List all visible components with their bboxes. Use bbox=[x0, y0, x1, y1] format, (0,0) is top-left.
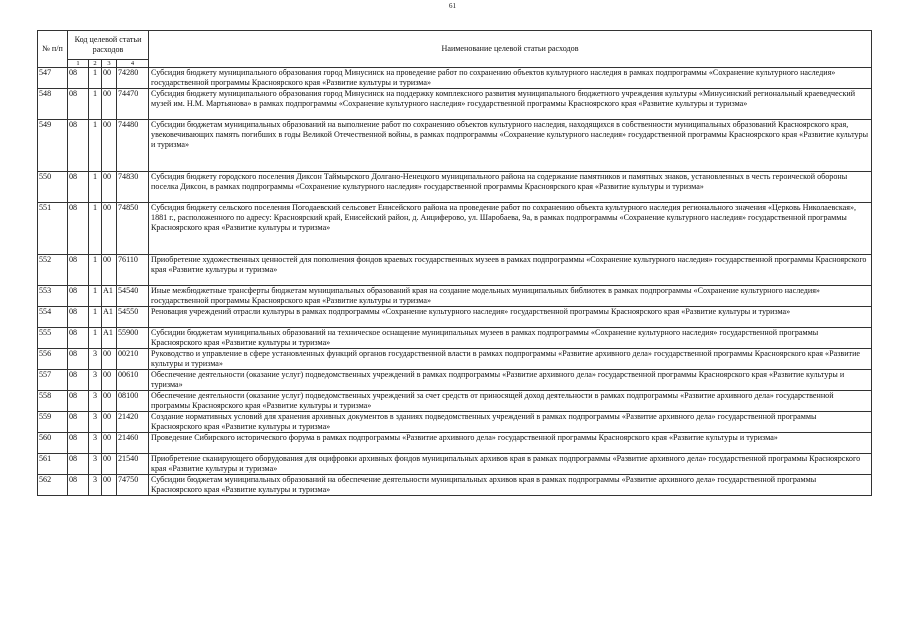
code-subprogram: 1 bbox=[89, 172, 102, 203]
header-row bbox=[38, 31, 872, 60]
code-expense: 74830 bbox=[117, 172, 149, 203]
row-number: 554 bbox=[38, 307, 68, 328]
code-program: 08 bbox=[68, 255, 89, 286]
row-description: Субсидия бюджету муниципального образования город Минусинск на поддержку комплексного развития муниципального бюджетного учреждения культуры «Минусинский региональный краеведческий музей им. Н.М. Мартьянова» в рамках подпрограммы «Сохранение культурного наследия» государственной программы Красноярского края «Развитие культуры и туризма» bbox=[149, 89, 872, 120]
row-number: 557 bbox=[38, 370, 68, 391]
code-program: 08 bbox=[68, 286, 89, 307]
row-description: Приобретение художественных ценностей для пополнения фондов краевых государственных музеев в рамках подпрограммы «Сохранение культурного наследия» государственной программы Красноярского края «Развитие культуры и туризма» bbox=[149, 255, 872, 286]
table-row bbox=[38, 68, 872, 89]
table-row bbox=[38, 203, 872, 255]
row-number: 550 bbox=[38, 172, 68, 203]
code-expense: 54540 bbox=[117, 286, 149, 307]
table-row bbox=[38, 454, 872, 475]
index-cell: 2 bbox=[89, 60, 102, 68]
row-number: 561 bbox=[38, 454, 68, 475]
index-cell: 4 bbox=[117, 60, 149, 68]
code-direction: 00 bbox=[102, 203, 117, 255]
code-program: 08 bbox=[68, 349, 89, 370]
code-program: 08 bbox=[68, 475, 89, 496]
code-program: 08 bbox=[68, 120, 89, 172]
table-row bbox=[38, 89, 872, 120]
row-number: 556 bbox=[38, 349, 68, 370]
code-subprogram: 3 bbox=[89, 412, 102, 433]
row-number: 555 bbox=[38, 328, 68, 349]
code-expense: 74480 bbox=[117, 120, 149, 172]
code-expense: 00210 bbox=[117, 349, 149, 370]
row-number: 559 bbox=[38, 412, 68, 433]
code-direction: 00 bbox=[102, 68, 117, 89]
code-direction: 00 bbox=[102, 454, 117, 475]
code-subprogram: 1 bbox=[89, 307, 102, 328]
code-direction: A1 bbox=[102, 307, 117, 328]
code-subprogram: 3 bbox=[89, 370, 102, 391]
row-description: Приобретение сканирующего оборудования для оцифровки архивных фондов муниципальных архивов края в рамках подпрограммы «Развитие архивного дела» государственной программы Красноярского края «Развитие культуры и туризма» bbox=[149, 454, 872, 475]
table-row bbox=[38, 412, 872, 433]
table-row bbox=[38, 475, 872, 496]
code-direction: 00 bbox=[102, 412, 117, 433]
table-row bbox=[38, 328, 872, 349]
row-description: Проведение Сибирского исторического форума в рамках подпрограммы «Развитие архивного дела» государственной программы Красноярского края «Развитие культуры и туризма» bbox=[149, 433, 872, 454]
row-number: 562 bbox=[38, 475, 68, 496]
table-row bbox=[38, 349, 872, 370]
row-description: Создание нормативных условий для хранения архивных документов в зданиях подведомственных учреждений в рамках подпрограммы «Развитие архивного дела» государственной программы Красноярского края «Развитие культуры и туризма» bbox=[149, 412, 872, 433]
num-header: № п/п bbox=[38, 31, 68, 68]
code-subprogram: 3 bbox=[89, 475, 102, 496]
code-direction: A1 bbox=[102, 328, 117, 349]
row-number: 552 bbox=[38, 255, 68, 286]
code-expense: 21540 bbox=[117, 454, 149, 475]
table-row bbox=[38, 255, 872, 286]
row-description: Иные межбюджетные трансферты бюджетам муниципальных образований края на создание модельных муниципальных библиотек в рамках подпрограммы «Сохранение культурного наследия» государственной программы Красноярского края «Развитие культуры и туризма» bbox=[149, 286, 872, 307]
code-direction: 00 bbox=[102, 349, 117, 370]
code-expense: 74850 bbox=[117, 203, 149, 255]
row-description: Субсидия бюджету сельского поселения Погодаевский сельсовет Енисейского района на проведение работ по сохранению объекта культурного наследия регионального значения «Церковь Николаевская», 1881 г., расположенного по адресу: Красноярский край, Енисейский район, д. Анциферово, ул. Шаробаева, 9а, в рамках подпрограммы «Сохранение культурного наследия» государственной программы Красноярского края «Развитие культуры и туризма» bbox=[149, 203, 872, 255]
row-number: 547 bbox=[38, 68, 68, 89]
row-description: Руководство и управление в сфере установленных функций органов государственной власти в рамках подпрограммы «Развитие архивного дела» государственной программы Красноярского края «Развитие культуры и туризма» bbox=[149, 349, 872, 370]
code-subprogram: 3 bbox=[89, 391, 102, 412]
table-row bbox=[38, 120, 872, 172]
budget-table bbox=[37, 30, 872, 496]
code-program: 08 bbox=[68, 172, 89, 203]
code-expense: 54550 bbox=[117, 307, 149, 328]
code-expense: 00610 bbox=[117, 370, 149, 391]
code-program: 08 bbox=[68, 433, 89, 454]
code-expense: 74280 bbox=[117, 68, 149, 89]
code-expense: 74470 bbox=[117, 89, 149, 120]
code-subprogram: 1 bbox=[89, 255, 102, 286]
table-row bbox=[38, 172, 872, 203]
code-subprogram: 1 bbox=[89, 286, 102, 307]
code-direction: 00 bbox=[102, 433, 117, 454]
row-description: Обеспечение деятельности (оказание услуг) подведомственных учреждений за счет средств от приносящей доход деятельности в рамках подпрограммы «Развитие архивного дела» государственной программы Красноярского края «Развитие культуры и туризма» bbox=[149, 391, 872, 412]
code-expense: 74750 bbox=[117, 475, 149, 496]
page-number: 61 bbox=[449, 2, 456, 10]
code-subprogram: 3 bbox=[89, 349, 102, 370]
row-number: 551 bbox=[38, 203, 68, 255]
code-expense: 21420 bbox=[117, 412, 149, 433]
code-program: 08 bbox=[68, 454, 89, 475]
name-header: Наименование целевой статьи расходов bbox=[149, 31, 872, 68]
code-program: 08 bbox=[68, 89, 89, 120]
code-direction: 00 bbox=[102, 120, 117, 172]
row-description: Реновация учреждений отрасли культуры в рамках подпрограммы «Сохранение культурного наследия» государственной программы Красноярского края «Развитие культуры и туризма» bbox=[149, 307, 872, 328]
table-row bbox=[38, 433, 872, 454]
row-description: Субсидия бюджету муниципального образования город Минусинск на проведение работ по сохранению объектов культурного наследия в рамках подпрограммы «Сохранение культурного наследия» государственной программы Красноярского края «Развитие культуры и туризма» bbox=[149, 68, 872, 89]
code-subprogram: 1 bbox=[89, 203, 102, 255]
table-row bbox=[38, 307, 872, 328]
code-program: 08 bbox=[68, 307, 89, 328]
code-program: 08 bbox=[68, 412, 89, 433]
code-subprogram: 1 bbox=[89, 68, 102, 89]
code-subprogram: 1 bbox=[89, 328, 102, 349]
row-number: 548 bbox=[38, 89, 68, 120]
code-program: 08 bbox=[68, 391, 89, 412]
table-row bbox=[38, 370, 872, 391]
code-direction: 00 bbox=[102, 391, 117, 412]
row-number: 553 bbox=[38, 286, 68, 307]
table-row bbox=[38, 286, 872, 307]
code-direction: 00 bbox=[102, 370, 117, 391]
code-direction: 00 bbox=[102, 172, 117, 203]
row-number: 549 bbox=[38, 120, 68, 172]
code-header: Код целевой статьи расходов bbox=[68, 31, 149, 60]
code-expense: 55900 bbox=[117, 328, 149, 349]
code-program: 08 bbox=[68, 328, 89, 349]
row-description: Субсидии бюджетам муниципальных образований на обеспечение деятельности муниципальных архивов края в рамках подпрограммы «Развитие архивного дела» государственной программы Красноярского края «Развитие культуры и туризма» bbox=[149, 475, 872, 496]
code-expense: 76110 bbox=[117, 255, 149, 286]
code-direction: A1 bbox=[102, 286, 117, 307]
code-program: 08 bbox=[68, 203, 89, 255]
index-cell: 3 bbox=[102, 60, 117, 68]
row-number: 560 bbox=[38, 433, 68, 454]
row-description: Субсидия бюджету городского поселения Диксон Таймырского Долгано-Ненецкого муниципального района на содержание памятников и памятных знаков, установленных в честь героической обороны поселка Диксон, в рамках подпрограммы «Сохранение культурного наследия» государственной программы Красноярского края «Развитие культуры и туризма» bbox=[149, 172, 872, 203]
row-description: Субсидии бюджетам муниципальных образований на техническое оснащение муниципальных музеев в рамках подпрограммы «Сохранение культурного наследия» государственной программы Красноярского края «Развитие культуры и туризма» bbox=[149, 328, 872, 349]
code-subprogram: 1 bbox=[89, 89, 102, 120]
code-program: 08 bbox=[68, 68, 89, 89]
code-program: 08 bbox=[68, 370, 89, 391]
code-subprogram: 1 bbox=[89, 120, 102, 172]
row-description: Субсидии бюджетам муниципальных образований на выполнение работ по сохранению объектов культурного наследия, находящихся в собственности муниципальных образований Красноярского края, увековечивающих память погибших в годы Великой Отечественной войны, в рамках подпрограммы «Сохранение культурного наследия» государственной программы Красноярского края «Развитие культуры и туризма» bbox=[149, 120, 872, 172]
row-number: 558 bbox=[38, 391, 68, 412]
table-row bbox=[38, 391, 872, 412]
code-direction: 00 bbox=[102, 89, 117, 120]
index-cell: 1 bbox=[68, 60, 89, 68]
code-direction: 00 bbox=[102, 475, 117, 496]
row-description: Обеспечение деятельности (оказание услуг) подведомственных учреждений в рамках подпрограммы «Развитие архивного дела» государственной программы Красноярского края «Развитие культуры и туризма» bbox=[149, 370, 872, 391]
code-expense: 21460 bbox=[117, 433, 149, 454]
code-subprogram: 3 bbox=[89, 433, 102, 454]
code-expense: 08100 bbox=[117, 391, 149, 412]
code-direction: 00 bbox=[102, 255, 117, 286]
code-subprogram: 3 bbox=[89, 454, 102, 475]
